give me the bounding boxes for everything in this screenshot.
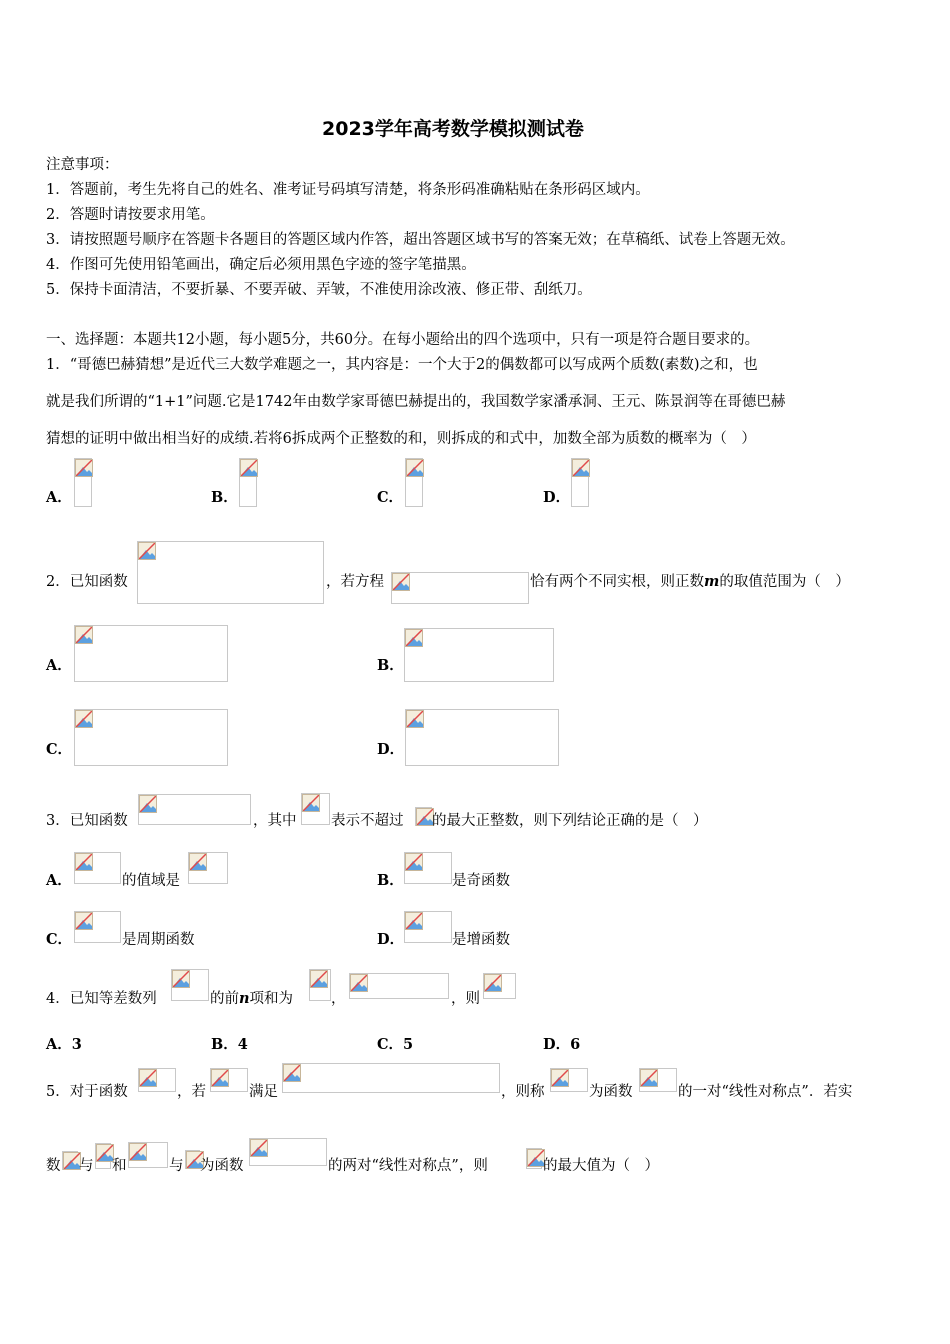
question-1-line: 猜想的证明中做出相当好的成绩.若将6拆成两个正整数的和，则拆成的和式中，加数全部为质数的概率为（ ） [46, 431, 756, 447]
q5-text: 5．对于函数 [46, 1084, 128, 1100]
q5-text: 的两对“线性对称点”，则 [328, 1158, 488, 1174]
q1-option-a-label: A． [46, 489, 72, 506]
q4-sequence-formula-image [171, 969, 209, 1001]
q3-text: ，其中 [253, 813, 297, 829]
q4-mid2: 项和为 [249, 991, 294, 1007]
q1-option-d-formula-image [571, 458, 589, 507]
q2-option-d-formula-image [405, 709, 559, 766]
notice-item: 4．作图可先使用铅笔画出，确定后必须用黑色字迹的签字笔描黑。 [46, 257, 476, 273]
broken-image-icon [310, 970, 328, 988]
q2-text: 2．已知函数 [46, 574, 128, 590]
broken-image-icon [302, 794, 320, 812]
broken-image-icon [172, 970, 190, 988]
q4-option-b-value: 4 [237, 1036, 248, 1053]
q5-a-formula-image [62, 1151, 78, 1170]
q1-option-d-label: D． [543, 489, 571, 506]
q5-text: 满足 [249, 1084, 278, 1100]
q5-function-formula-image [249, 1138, 327, 1166]
q2-equation-formula-image [391, 572, 529, 604]
broken-image-icon [405, 629, 423, 647]
notice-item: 5．保持卡面清洁，不要折暴、不要弄破、弄皱，不准使用涂改液、修正带、刮纸刀。 [46, 282, 592, 298]
q4-option-b-label: B． [211, 1036, 238, 1053]
q2-variable: m [704, 573, 720, 590]
broken-image-icon [405, 853, 423, 871]
q4-option-c-label: C． [377, 1036, 404, 1053]
q2-text: ，若方程 [326, 574, 384, 590]
q2-option-c-label: C． [46, 741, 73, 758]
broken-image-icon [551, 1069, 569, 1087]
q5-text: 为函数 [200, 1158, 244, 1174]
broken-image-icon [405, 912, 423, 930]
q4-option-a-label: A． [46, 1036, 72, 1053]
q3-option-d-formula-image [404, 911, 452, 943]
broken-image-icon [350, 974, 368, 992]
section-heading: 一、选择题：本题共12小题，每小题5分，共60分。在每小题给出的四个选项中，只有一项是符合题目要求的。 [46, 332, 760, 348]
q2-text [530, 570, 850, 591]
q3-x-formula-image [415, 807, 432, 826]
question-1-line: 1．“哥德巴赫猜想”是近代三大数学难题之一，其内容是：一个大于2的偶数都可以写成两个质数(素数)之和，也 [46, 357, 758, 373]
q3-option-c-formula-image [74, 911, 121, 943]
q1-option-a-formula-image [74, 458, 92, 507]
broken-image-icon [211, 1069, 229, 1087]
broken-image-icon [75, 710, 93, 728]
q4-condition-formula-image [349, 973, 449, 999]
q4-variable: n [239, 990, 250, 1007]
notice-item: 2．答题时请按要求用笔。 [46, 207, 215, 223]
q3-option-b-formula-image [404, 852, 452, 884]
broken-image-icon [75, 459, 93, 477]
notice-heading: 注意事项： [46, 157, 119, 173]
broken-image-icon [75, 912, 93, 930]
q1-option-c-label: C． [377, 489, 404, 506]
q4-text: 4．已知等差数列 [46, 991, 157, 1007]
page-title: 2023学年高考数学模拟测试卷 [322, 118, 584, 140]
q2-option-b-label: B． [377, 657, 404, 674]
broken-image-icon [75, 853, 93, 871]
q5-text: 的最大值为（ ） [543, 1158, 659, 1174]
q5-text: ，若 [177, 1084, 206, 1100]
q2-option-a-formula-image [74, 625, 228, 682]
q4-option-b [211, 1033, 248, 1054]
q2-option-d-label: D． [377, 741, 405, 758]
q4-option-a-value: 3 [71, 1036, 82, 1053]
broken-image-icon [283, 1064, 301, 1082]
broken-image-icon [129, 1143, 147, 1161]
broken-image-icon [484, 974, 502, 992]
q5-target-formula-image [526, 1148, 542, 1169]
q1-option-b-formula-image [239, 458, 257, 507]
q4-option-d [543, 1033, 580, 1054]
broken-image-icon [189, 853, 207, 871]
broken-image-icon [139, 795, 157, 813]
broken-image-icon [406, 459, 424, 477]
q3-option-c-label: C． [46, 931, 73, 948]
q2-option-b-formula-image [404, 628, 554, 682]
broken-image-icon [240, 459, 258, 477]
q2-suffix: 恰有两个不同实根，则正数 [530, 574, 704, 590]
q3-option-d-text: 是增函数 [452, 932, 510, 948]
broken-image-icon [75, 626, 93, 644]
q3-floor-formula-image [301, 793, 330, 825]
q3-option-c-text: 是周期函数 [122, 932, 195, 948]
q3-option-b-text: 是奇函数 [452, 873, 510, 889]
q5-text: 数 [46, 1158, 61, 1174]
q4-text: ， [331, 991, 346, 1007]
q1-option-c-formula-image [405, 458, 423, 507]
q2-option-c-formula-image [74, 709, 228, 766]
q4-target-formula-image [483, 973, 516, 999]
q3-option-a-formula-image [74, 852, 121, 884]
broken-image-icon [139, 1069, 157, 1087]
q5-b-formula-image [95, 1143, 111, 1169]
q3-text: 的最大正整数，则下列结论正确的是（ ） [432, 813, 708, 829]
notice-item: 1．答题前，考生先将自己的姓名、准考证号码填写清楚，将条形码准确粘贴在条形码区域内。 [46, 182, 650, 198]
broken-image-icon [572, 459, 590, 477]
broken-image-icon [640, 1069, 658, 1087]
q5-function-formula-image [639, 1068, 677, 1092]
q5-ab-formula-image [128, 1142, 168, 1168]
q3-option-a-range-formula-image [188, 852, 228, 884]
q4-mid1: 的前 [210, 991, 239, 1007]
q5-c-formula-image [185, 1150, 200, 1169]
q5-pair-formula-image [550, 1068, 588, 1092]
q4-text [210, 987, 293, 1008]
q5-function-formula-image [138, 1068, 176, 1092]
broken-image-icon [392, 573, 410, 591]
broken-image-icon [138, 542, 156, 560]
q4-text: ，则 [451, 991, 480, 1007]
q5-text: ，则称 [501, 1084, 545, 1100]
q5-text: 与 [169, 1158, 184, 1174]
q5-variables-formula-image [210, 1068, 248, 1092]
q3-option-a-label: A． [46, 872, 72, 889]
q4-option-c-value: 5 [403, 1036, 414, 1053]
q1-option-b-label: B． [211, 489, 238, 506]
broken-image-icon [250, 1139, 268, 1157]
q4-option-d-label: D． [543, 1036, 571, 1053]
q5-condition-formula-image [282, 1063, 500, 1093]
q3-option-b-label: B． [377, 872, 404, 889]
q2-tail: 的取值范围为（ ） [719, 574, 850, 590]
q2-option-a-label: A． [46, 657, 72, 674]
q3-function-formula-image [138, 794, 251, 825]
q5-text: 的一对“线性对称点”．若实 [678, 1084, 853, 1100]
q4-option-c [377, 1033, 413, 1054]
broken-image-icon [406, 710, 424, 728]
q2-function-formula-image [137, 541, 324, 604]
q4-option-a [46, 1033, 82, 1054]
q3-option-d-label: D． [377, 931, 405, 948]
notice-item: 3．请按照题号顺序在答题卡各题目的答题区域内作答，超出答题区域书写的答案无效；在草稿纸、试卷上答题无效。 [46, 232, 795, 248]
q3-option-a-text: 的值域是 [122, 873, 180, 889]
q4-sum-formula-image [309, 969, 331, 1001]
q4-option-d-value: 6 [570, 1036, 581, 1053]
q5-text: 与 [79, 1158, 94, 1174]
question-1-line: 就是我们所谓的“1+1”问题.它是1742年由数学家哥德巴赫提出的，我国数学家潘承洞、王元、陈景润等在哥德巴赫 [46, 394, 786, 410]
q5-text: 和 [112, 1158, 127, 1174]
q3-text: 表示不超过 [331, 813, 404, 829]
q5-text: 为函数 [589, 1084, 633, 1100]
q3-text: 3．已知函数 [46, 813, 128, 829]
